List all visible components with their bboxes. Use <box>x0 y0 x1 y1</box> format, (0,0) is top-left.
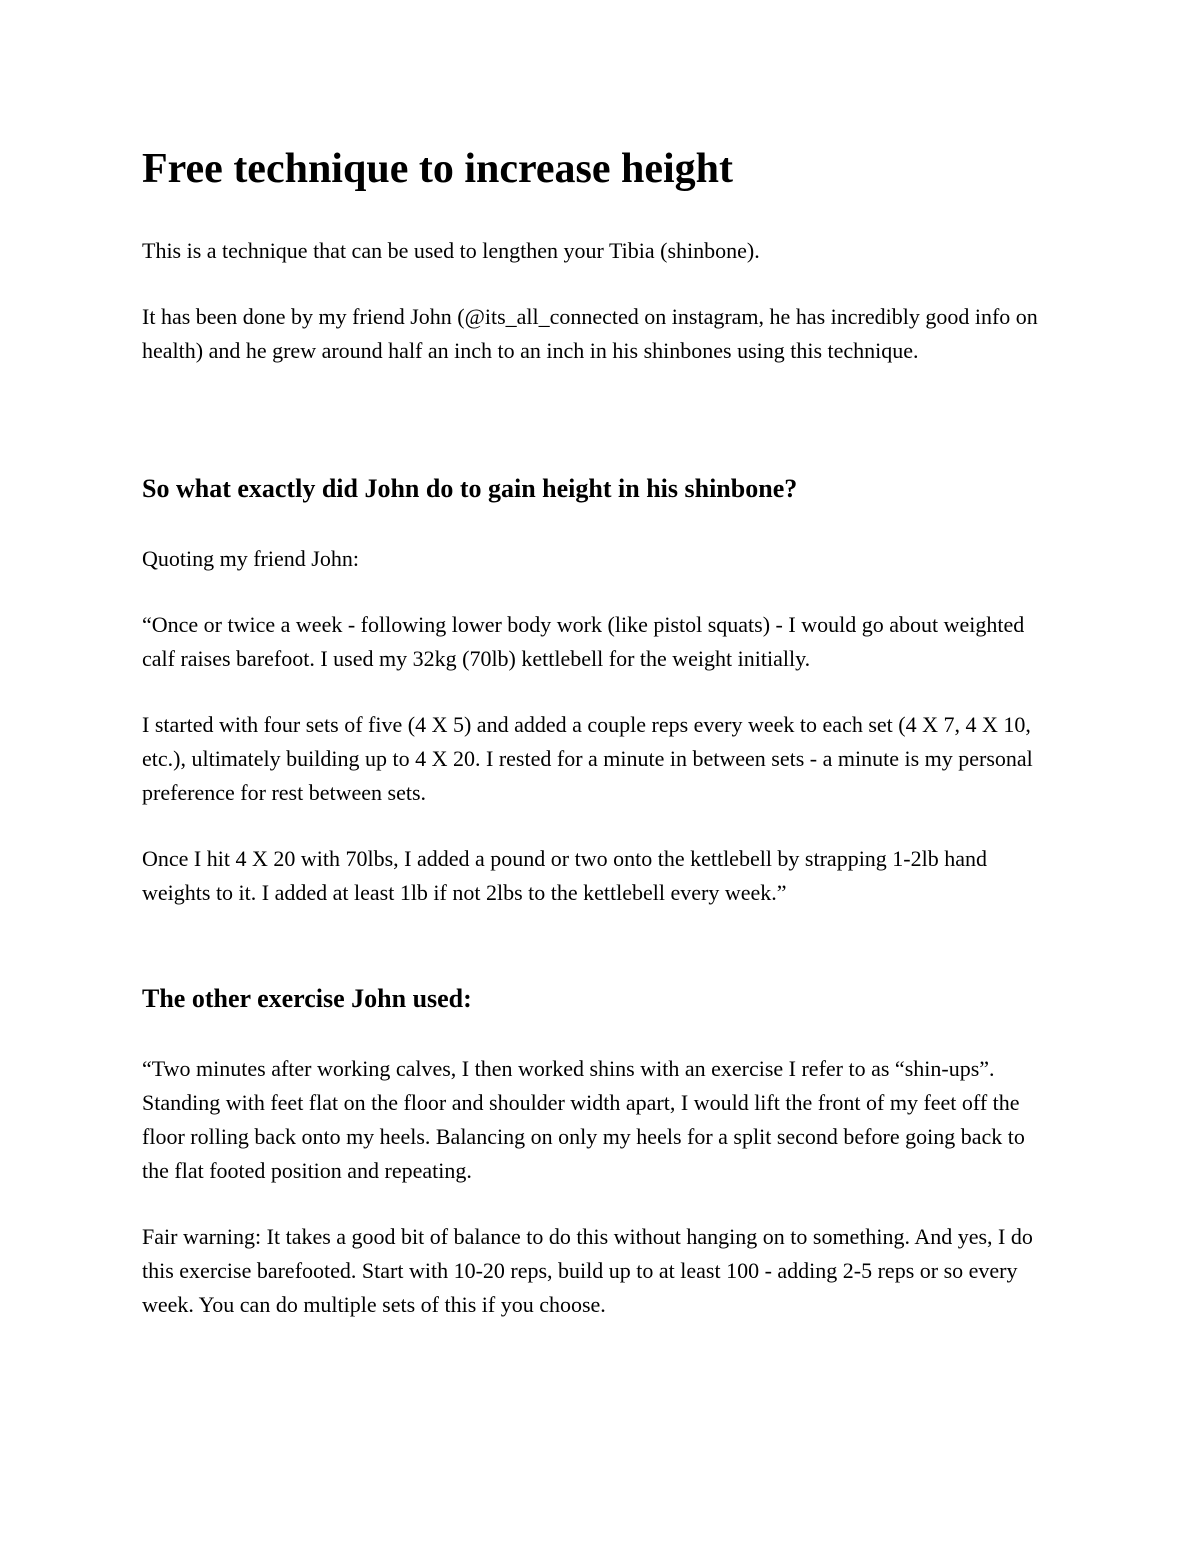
section-heading-shinbone: So what exactly did John do to gain height in his shinbone? <box>142 474 798 503</box>
calf-raises-paragraph: “Once or twice a week - following lower body work (like pistol squats) - I would go about weighted calf raises barefoot. I used my 32kg (70lb) kettlebell for the weight initially. <box>142 612 1025 671</box>
fair-warning-paragraph: Fair warning: It takes a good bit of balance to do this without hanging on to something. And yes, I do this exercise barefooted. Start with 10-20 reps, build up to at least 100 - adding 2-5 reps or so every week. You can do multiple sets of this if you choose. <box>142 1224 1033 1317</box>
sets-paragraph: I started with four sets of five (4 X 5) and added a couple reps every week to each set (4 X 7, 4 X 10, etc.), ultimately building up to 4 X 20. I rested for a minute in between sets - a minute is my personal preference for rest between sets. <box>142 712 1033 805</box>
weight-progression-paragraph: Once I hit 4 X 20 with 70lbs, I added a pound or two onto the kettlebell by strapping 1-2lb hand weights to it. I added at least 1lb if not 2lbs to the kettlebell every week.” <box>142 846 988 905</box>
section-heading-other-exercise: The other exercise John used: <box>142 984 472 1013</box>
intro-paragraph-2: It has been done by my friend John (@its_all_connected on instagram, he has incredibly good info on health) and he grew around half an inch to an inch in his shinbones using this technique. <box>142 304 1038 363</box>
document-title: Free technique to increase height <box>142 146 734 192</box>
quote-intro-paragraph: Quoting my friend John: <box>142 546 359 571</box>
intro-paragraph-1: This is a technique that can be used to lengthen your Tibia (shinbone). <box>142 238 760 263</box>
shin-ups-paragraph: “Two minutes after working calves, I then worked shins with an exercise I refer to as “shin-ups”. Standing with feet flat on the floor and shoulder width apart, I would lift the front of my feet off the floor rolling back onto my heels. Balancing on only my heels for a split second before going back to the flat footed position and repeating. <box>142 1056 1025 1183</box>
